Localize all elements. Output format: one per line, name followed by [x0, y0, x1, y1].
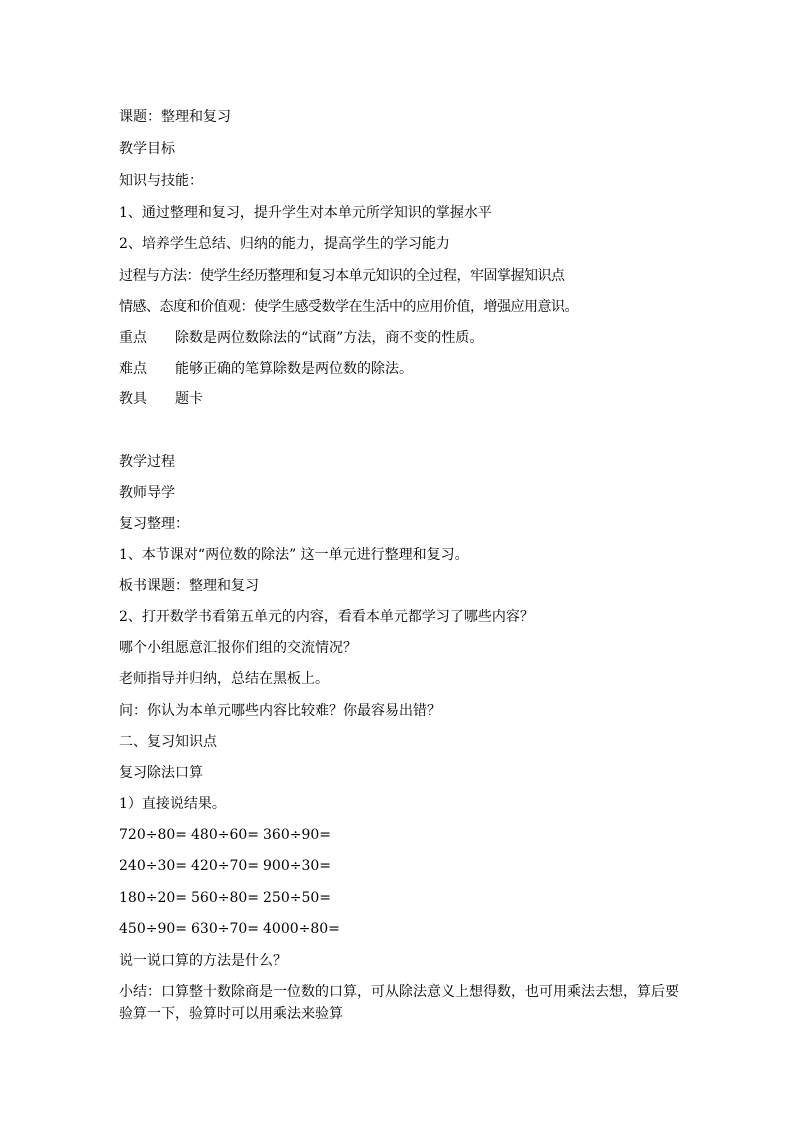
problem-item: 250÷50=: [263, 890, 331, 906]
objectives-heading: 教学目标: [119, 141, 175, 157]
lesson-title: 课题：整理和复习: [119, 109, 231, 125]
review-heading: 复习整理：: [119, 516, 189, 532]
tools-label: 教具: [119, 391, 147, 407]
difficulty: [119, 360, 413, 378]
problem-item: 900÷30=: [263, 858, 331, 874]
question-hard: 问：你认为本单元哪些内容比较难？你最容易出错？: [119, 703, 441, 719]
problem-item: 4000÷80=: [263, 921, 340, 937]
problem-item: 180÷20=: [119, 890, 187, 906]
teacher-summary: 老师指导并归纳，总结在黑板上。: [119, 671, 329, 687]
problem-item: 720÷80=: [119, 827, 187, 843]
problem-row: [119, 826, 331, 844]
key-text: 除数是两位数除法的“试商”方法，商不变的性质。: [175, 330, 484, 346]
objective-1: 1、通过整理和复习，提升学生对本单元所学知识的掌握水平: [119, 205, 492, 221]
problem-item: 360÷90=: [263, 827, 331, 843]
method-question: 说一说口算的方法是什么？: [119, 953, 287, 969]
teacher-guide: 教师导学: [119, 485, 175, 501]
direct-result: 1）直接说结果。: [119, 796, 226, 812]
problem-item: 630÷70=: [191, 921, 259, 937]
problem-item: 450÷90=: [119, 921, 187, 937]
section-2-heading: 二、复习知识点: [119, 734, 217, 750]
knowledge-heading: 知识与技能：: [119, 173, 203, 189]
problem-row: [119, 857, 331, 875]
difficulty-text: 能够正确的笔算除数是两位数的除法。: [175, 361, 413, 377]
problem-item: 420÷70=: [191, 858, 259, 874]
attitude-values: 情感、态度和价值观：使学生感受数学在生活中的应用价值，增强应用意识。: [119, 299, 578, 315]
tools-text: 题卡: [175, 391, 203, 407]
board-title: 板书课题：整理和复习: [119, 578, 259, 594]
process-method: 过程与方法：使学生经历整理和复习本单元知识的全过程，牢固掌握知识点: [119, 268, 565, 284]
problem-item: 560÷80=: [191, 890, 259, 906]
objective-2: 2、培养学生总结、归纳的能力，提高学生的学习能力: [119, 236, 450, 252]
question-group: 哪个小组愿意汇报你们组的交流情况？: [119, 640, 357, 656]
step-2: 2、打开数学书看第五单元的内容，看看本单元都学习了哪些内容？: [119, 609, 534, 625]
problem-row: [119, 889, 331, 907]
step-1: 1、本节课对“两位数的除法” 这一单元进行整理和复习。: [119, 547, 469, 563]
summary-paragraph: 小结：口算整十数除商是一位数的口算，可从除法意义上想得数，也可用乘法去想，算后要验算一下，验算时可以用乘法来验算: [119, 984, 679, 1022]
difficulty-label: 难点: [119, 361, 147, 377]
process-heading: 教学过程: [119, 454, 175, 470]
key-label: 重点: [119, 330, 147, 346]
teaching-tools: [119, 390, 203, 408]
oral-review: 复习除法口算: [119, 765, 203, 781]
problem-item: 480÷60=: [191, 827, 259, 843]
problem-row: [119, 920, 340, 938]
key-point: [119, 329, 483, 347]
problem-item: 240÷30=: [119, 858, 187, 874]
